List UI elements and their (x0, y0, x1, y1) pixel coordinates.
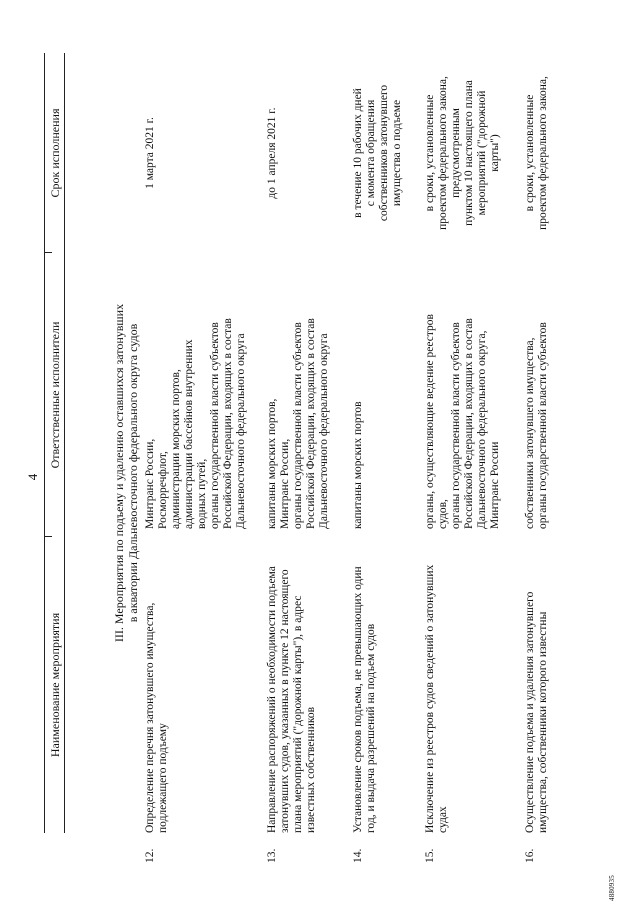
row-12-executor-line: органы государственной власти субъектов (209, 322, 221, 529)
row-16-name (524, 541, 550, 833)
row-13-name-line: плана мероприятий ("дорожной карты"), в адрес (292, 595, 304, 833)
row-12-executors (144, 259, 248, 529)
section-heading (112, 193, 140, 753)
row-16-number: 16. (524, 848, 536, 863)
row-12-executor-line: водных путей, (196, 458, 208, 529)
section-heading-line-1: III. Мероприятия по подъему и удалению оставшихся затонувших (112, 303, 126, 643)
row-14-deadline-line: собственников затонувшего (378, 84, 390, 222)
row-12-executor-line: Минтранс России, (144, 438, 156, 529)
page-number: 4 (25, 473, 40, 481)
row-14-name-line: год, и выдача разрешений на подъем судов (365, 623, 377, 833)
row-12-name-line: подлежащего подъему (157, 723, 169, 833)
row-15-deadline-line: карты") (489, 134, 501, 172)
row-14-deadline-line: имущества о подъеме (391, 99, 403, 207)
row-15-executor-line: органы государственной власти субъектов (450, 322, 462, 529)
row-13-deadline (266, 53, 279, 253)
row-12-executor-line: администрации бассейнов внутренних (183, 339, 195, 529)
row-13-executor-line: органы государственной власти субъектов (292, 322, 304, 529)
row-12-name-line: Определение перечня затонувшего имущества, (144, 602, 156, 833)
row-15-executor-line: органы, осуществляющие ведение реестров (424, 314, 436, 529)
row-16-deadline (524, 53, 550, 253)
header-top-rule (44, 53, 45, 833)
row-12-executor-line: Российской Федерации, входящих в состав (222, 318, 234, 529)
row-13-number: 13. (266, 848, 278, 863)
row-15-deadline-line: в сроки, установленные (424, 94, 436, 212)
row-16-name-line: имущества, собственники которого известны (537, 611, 549, 833)
column-header-deadline: Срок исполнения (48, 108, 62, 198)
row-13-executor-line: Дальневосточного федерального округа (318, 333, 330, 529)
row-14-deadline-line: в течение 10 рабочих дней (352, 88, 364, 218)
row-12-executor-line: Дальневосточного федерального округа (235, 333, 247, 529)
row-15-name-line: судах (437, 806, 449, 833)
row-15-deadline-line: пунктом 10 настоящего плана (463, 80, 475, 226)
row-14-name (352, 541, 378, 833)
row-15-executor-line: Минтранс России (489, 441, 501, 529)
row-14-deadline (352, 53, 404, 253)
row-13-name-line: затонувших судов, указанных в пункте 12 настоящего (279, 569, 291, 833)
row-16-executor-line: органы государственной власти субъектов (537, 322, 549, 529)
row-16-deadline-line: проектом федерального закона, (537, 76, 549, 230)
row-15-deadline-line: проектом федерального закона, (437, 76, 449, 230)
row-13-name (266, 541, 318, 833)
row-15-number: 15. (424, 848, 436, 863)
row-13-executor-line: Российской Федерации, входящих в состав (305, 318, 317, 529)
document-code: 4880935 (608, 875, 616, 901)
row-15-name-line: Исключение из реестров судов сведений о затонувших (424, 564, 436, 833)
row-15-deadline-line: предусмотренным (450, 108, 462, 198)
column-header-executors: Ответственные исполнители (48, 321, 62, 469)
row-13-name-line: Направление распоряжений о необходимости подъема (266, 566, 278, 833)
row-15-executor-line: Российской Федерации, входящих в состав (463, 318, 475, 529)
row-12-executor-line: Росморречфлот, (157, 451, 169, 529)
row-15-executor-line: Дальневосточного федерального округа, (476, 330, 488, 529)
header-bottom-rule (64, 53, 65, 833)
row-16-deadline-line: в сроки, установленные (524, 94, 536, 212)
row-13-name-line: известных собственников (305, 706, 317, 833)
section-heading-line-2: в акватории Дальневосточного федерального округа судов (126, 323, 140, 623)
row-14-number: 14. (352, 848, 364, 863)
row-15-name (424, 541, 450, 833)
row-14-name-line: Установление сроков подъема, не превышающих один (352, 566, 364, 833)
row-15-deadline (424, 53, 502, 253)
row-15-executors (424, 259, 502, 529)
row-13-executors (266, 259, 331, 529)
row-13-executor-line: капитаны морских портов, (266, 398, 278, 529)
row-14-executors (352, 259, 365, 529)
row-12-name (144, 541, 170, 833)
row-16-executor-line: собственники затонувшего имущества, (524, 337, 536, 529)
row-13-executor-line: Минтранс России, (279, 438, 291, 529)
column-header-name: Наименование мероприятия (48, 612, 62, 758)
row-12-deadline (144, 53, 157, 253)
row-12-number: 12. (144, 848, 156, 863)
row-16-executors (524, 259, 550, 529)
row-12-deadline-line: 1 марта 2021 г. (144, 117, 156, 189)
row-15-executor-line: судов, (437, 499, 449, 529)
row-12-executor-line: администрации морских портов, (170, 369, 182, 529)
row-14-executor-line: капитаны морских портов (352, 401, 364, 529)
row-16-name-line: Осуществление подъема и удаления затонувшего (524, 591, 536, 833)
row-13-deadline-line: до 1 апреля 2021 г. (266, 107, 278, 199)
row-14-deadline-line: с момента обращения (365, 99, 377, 207)
row-15-deadline-line: мероприятий ("дорожной (476, 90, 488, 216)
